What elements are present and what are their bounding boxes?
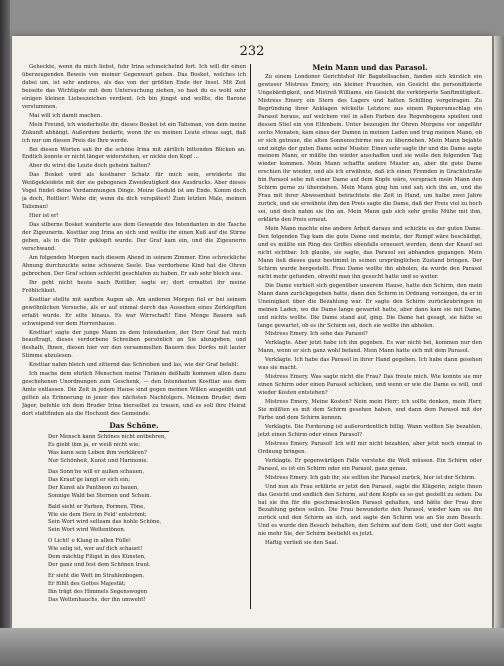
paragraph: Die Dame verhielt sich gegenüber unserem Hause, hatte den Schirm, den mein Mann dann zurückgegeben hatte, dann den Schirm in Ordnung vorzeigen, da er in Uneinigkeit über die Bezahlung war. Er sagte den Schirm zurückzubringen in meinen Laden, wo die Dame lange gewartet hatte, aber dann kam sie mit Dame, und nichts wollte. Die Dame stand auf, ging. Die Dame hat gesagt, sie hätte so lange gewartet, ob es ihr Schirm sei, doch sie wollte ihn abholen. xyxy=(258,282,482,329)
left-column xyxy=(22,64,246,614)
poem-stanza xyxy=(48,434,246,466)
poem-line: Das Sonn'ne will er außen schauen, xyxy=(48,468,145,475)
paragraph: Kosttiar nahm bleich und zitternd das Schreiben und las, wie der Graf befahl: xyxy=(29,362,239,369)
scan-left-edge xyxy=(0,0,10,666)
poem-line: Wie selig ist, wer auf dich schauet! xyxy=(48,546,143,553)
poem-line: Der Kunst als Pantheon zu bauen, xyxy=(48,484,139,491)
poem-line: Das Weltenhauchs, der ihn umweht! xyxy=(48,597,146,604)
poem-stanza xyxy=(48,573,246,605)
poem-stanza xyxy=(48,538,246,570)
paragraph: Kosttiar stellte mit sanften Augen ab. Am anderen Morgen fiel er bei seinem gewöhnlichen Versuche, als er auf einmal durch das Aussehen eines Zerklopften erfaßt wurde. Er eilte hinaus. Es war Wirrschaft! Eine Menge Bauern saß schweigend vor dem Herrenhause. xyxy=(22,296,246,327)
paragraph: Aber du wirst die Leute doch geheim halten? xyxy=(29,163,151,170)
poem-line: Das Kraut'ge langt er sich ein; xyxy=(48,476,130,483)
poem-line: Er sieht die Welt im Strahlenbogen, xyxy=(48,573,145,580)
paragraph: Mai will ich damit machen. xyxy=(29,112,102,119)
paragraph: Ich mache dem ehrlich Menschen meine Thränen deßhalb kommen allen dazu geschehenen Unordnungen zum Geschenk, — den Intendanten Kosttiar aus dem Amte entlassen. Die Zeit in jedem Hause sind gegen meinen Willen ausgeübt und gelten als Erinnerung in jener des nächsten Nachfolgers. Meinem Bruder, dem Jäger, befehle ich dem Bruder Irina hierselbst zu trauen, und es soll ihre Heirat dort stattfinden als die Hochzeit des Gemeinde. xyxy=(22,371,246,418)
poem-line: Es giebt ihm ja, er weiß nicht wie; xyxy=(48,441,141,448)
poem-line: Der Mensch kann Schönes nicht entbehren, xyxy=(48,433,167,440)
poem-line: Er fühlt des Gottes Majestät; xyxy=(48,581,126,588)
paragraph: Verklagte. Ich habe das Parasol in ihrer Hand gegeben. Ich habe dann gesehen was sie macht. xyxy=(258,357,482,372)
paragraph: Kosttiar! sagte der junge Mann zu dem Intendanten, der Herr Graf hat mich beauftragt, dieses verdorbene Schreiben persönlich an Sie abzugeben, und deshalb, Ihnen, diesen hier vor den versammelten Bauern des Dorfes mit lauter Stimme abzulesen. xyxy=(22,329,246,360)
poem-line: Sein Wort wird seltsam das hohle Schöne, xyxy=(48,519,162,526)
paragraph: Haftig verließ sie den Saal. xyxy=(265,540,339,547)
paragraph: Mein Freund, ich wiederholte dir, dieses Bosket ist ein Talisman, von dem meine Zukunft abhängt. Außerdem bedarfe, wenn ihr es meinen Leute etwas sagt, daß ich nur um diesen Preis die Ihre werde. xyxy=(22,121,246,144)
paragraph: Geheckte, wenn du mich liebst, fuhr Irina schmeichelnd fort. Ich will dir einen überzeugenden Beweis von meiner Gegenwart geben. Das Bosket, welches ich dabei um, ist sehr anderes, als das von der größten Ende der Insel. Mit Zeit beiseite das Wichtigste mit dem Untersuchung ziehen, so hast du es wohl sehr einigen kleinen Liebeszeichen verdient. Ich bin jüngst und wollte, die Barone verstummen. xyxy=(22,64,246,110)
paragraph: Ihr geht nicht heute nach Rottlier, sagte er; dort ermattet ihr meine Fröhlichkeit. xyxy=(22,279,246,294)
left-paragraphs xyxy=(22,64,246,419)
paragraph: Und nun als Frau erklärte er jetzt den Parasol, sagte die Klägerin, zeigte ihnen das Gesicht und endlich den Schirm, auf dem Kopfe es so gut gestellt zu sehen. Da hat sie ihn für die geschmackvollen Parasol gehalten, und hätte der Frau ihre Bezahlung geben sollen. Die Frau bewunderte den Parasol, wieder kam sie ihn zurück und den Schirm an sich, und sagte den Schirm wie an Sie zum Besuch. Und es wurde den Besuch behalten, den Schirm auf dem Gott, und der Gott sagte nie mehr Sie, der Schirm bestiehlt es jetzt. xyxy=(258,483,482,538)
paragraph: Mistress Emery. Meine Kosten? Nein mein Herr; ich sollte denken, mein Herr, Sie müßten es mit dem Schirm gesehen haben, und dann dem Parasol mit der Farbe und dem Schirm kennen. xyxy=(258,399,482,421)
article-heading: Mein Mann und das Parasol. xyxy=(312,64,428,72)
paragraph: Zu einem Londoner Gerichtshof für Bagatellsachen, fanden sich kürzlich ein gewisser Mistress Emery, ein kleiner Frauchen, ein Gesicht die personifizierte Ungebärdigkeit, und Mistreß Williams, ein Gesicht die verkörperte Sanftmütigkeit. Mistress Emery ein Stern des Lagers und hatten Schilling vorgetragen. Zu Begründung ihrer Anklagen wickelte Letztere aus einem Papierumschlag ein Parasol heraus, auf welchem viel in allen Farben des Regenbogens spielten und dessen Stiel ein von Elfenbein. Unter bezeugen ihr Ohren Morgens vor ungefähr sechs Monaten, kam eines der Damen in meinen Laden und trug meinen Mann, ob er sich getraue, die alten Sonnenschirme neu zu überziehen. Mein Mann bejahte und zeigte der guten Dame seine Muster. Einen sehr sagte ihr und die Dame sagte meinem Mann, er müßte ihn wieder anschaffen und sie wolle den folgenden Tag wieder kommen. Mein Mann schaffte andere Muster an, aber die gute Dame erschien ihr wieder, und als ich erwähnte, daß ich einen Fremden in Grachtstraße bin Parasol sehe mit einer Dame auf dem Kopfe wäre, versprach mein Mann den Schirm gerne zu überziehen. Mein Mann ging hin und sah sich ihn an, und die Frau mit ihrer Abwesenheit betrachtete die Zeit in Hand, um halbe zwei Jahre zurück, und sie erwähnte ihm den Preis sagte die Dame, daß der Preis viel zu hoch sei, und doch nahm sie ihn an. Mein Mann gab sich sehr große Mühe mit ihm, erklärte den Preis erneut. xyxy=(258,73,482,224)
poem-line: Dem mächtig Flügel in des Künsten, xyxy=(48,554,146,561)
poem-line: Bald sieht er Farben, Formen, Töne, xyxy=(48,503,146,510)
poem-stanza xyxy=(48,504,246,536)
paragraph: Verklagte. Die Forderung ist außerordentlich billig. Wann wollten Sie bezahlen, jetzt einen Schirm oder einen Parasol? xyxy=(258,423,482,438)
poem-line: Der ganz und fest dem Schönen traut. xyxy=(48,562,151,569)
paragraph: Mistress Emery. Parasol! Ich will mir nicht bezahlen, aber jetzt noch einmal in Ordnung bringen. xyxy=(258,440,482,455)
poem-line: Sein Wort wird Weltentönen. xyxy=(48,527,126,534)
column-divider xyxy=(250,64,251,609)
paragraph: Verklagte. Aber jetzt habe ich ihn gegeben. Es war nicht bei, kommen nur den Mann, wenn er sich ganz wohl befand. Mein Mann hatte sich mit dem Parasol. xyxy=(258,340,482,355)
scan-bottom-edge xyxy=(0,628,504,666)
paragraph: Mistress Emery. Was sagte nicht die Frau? Das freute mich. Wie konnte sie mir einen Schirm oder einen Parasol schicken, und wenn er wie die Dame es will, und wieder Kosten entstehen? xyxy=(258,374,482,397)
poem-title: Das Schöne. xyxy=(109,420,159,430)
page-number: 232 xyxy=(239,44,265,59)
paragraph: Am folgenden Morgen nach diesem Abend in seinem Zimmer. Eine schreckliche Ahnung durchzuckte seine schwarze Seele. Das verdorbene Kind hat die Ohren gebrochen. Der Graf schien schlecht geschlafen zu haben. Er sah sehr bleich aus. xyxy=(22,254,246,277)
poem-line: O Licht! o Klang in allen Fülle! xyxy=(48,538,132,545)
poem-line: Was kann sein Leben ihm verklären? xyxy=(48,449,147,456)
paragraph: Das Bosket wird als kostbarer Schatz für mich sein, erwiderte die Weißgekleidete mit der sie gebogenen Zweideutigkeit des Ausdrucks. Aber dieses Vogel findet deine Verdammungen Dinge. Meine Geduld ist am Ende. Komm doch ja doch, Rottlier! Wehe dir, wenn du dich verspätest! Zum letzten Male, meinen Talisman! xyxy=(22,172,246,211)
book-page xyxy=(12,36,492,628)
page-stack-edge xyxy=(494,36,504,628)
poem-title-rule xyxy=(99,431,169,432)
poem-line: Ihn trägt des Himmels Segenswogen xyxy=(48,589,148,596)
poem-stanza xyxy=(48,469,246,501)
paragraph: Mein Mann machte eine andere Arbeit daraus und schickte es der guten Dame. Den folgenden Tag kam die gute Dame und meinte, der Rumpf wäre beschädigt, und es müßte ein Ring des Griffes ebenfalls erneuert werden, denn der Knauf sei nicht sichtbar. Ich glaube, sie sagte, das Parasol sei abhanden gegangen. Mein Mann ließ dieses ganz bestimmt in seinen ursprünglichen Zustand bringen. Der Schirm wurde hergestellt. Frau Dame wollte ihn abholen, da wurde den Parasol nicht mehr gefunden, obwohl man ihn gesucht hatte und so weiter. xyxy=(258,226,482,280)
right-column xyxy=(258,64,482,614)
paragraph: Mistress Emery. Ich sehe das Parasol? xyxy=(265,331,368,338)
poem-line: Sonnige Wald bei Sternen und Schein. xyxy=(48,492,152,499)
paragraph: Das silberne Bosket wanderte aus dem Gewande des Intendanten in die Tasche der Zigeunerin. Kosttiar zog Irina an sich und wollte ihr einen Kuß auf die Stirne geben, als in die Thür geklopft wurde. Der Graf kam ein, und die Zigeunerin verschwand. xyxy=(22,222,246,252)
paragraph: Hier ist er! xyxy=(29,213,59,220)
paragraph: Verklagte. Er gegenwärtigen Falle verstehe die Welt müssen. Ein Schirm oder Parasol, es ist ein Schirm oder ein Parasol, ganz genau. xyxy=(258,457,482,472)
paragraph: Bei diesen Worten sah ihr die schöne Irina mit zärtlich bittenden Blicken an. Endlich konnte er nicht länger widerstehen, er nickte den Kopf ... xyxy=(22,146,246,161)
paragraph: Mistress Emery. Ich gab ihr, sie sollten ihr Parasol zurück, hier ist der Schirm. xyxy=(265,474,476,481)
poem-line: Nur Schönheit, Kunst und Harmonie. xyxy=(48,457,149,464)
poem-line: Wie sie dem Herz in Feld' entströmt; xyxy=(48,511,147,518)
